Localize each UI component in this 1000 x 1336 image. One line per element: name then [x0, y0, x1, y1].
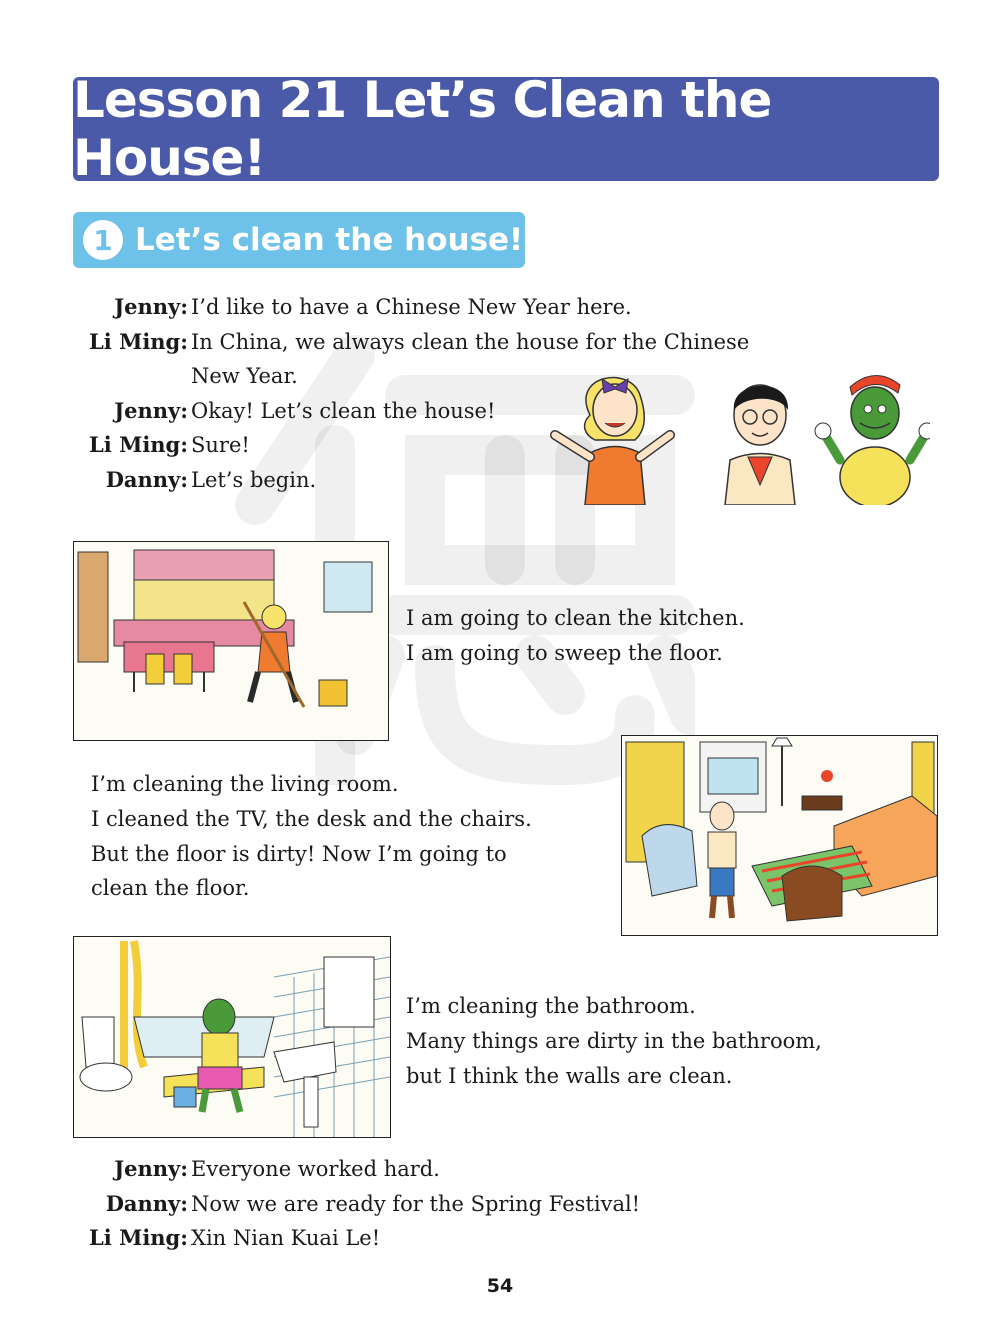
lesson-title: Lesson 21 Let’s Clean the House!	[73, 71, 772, 187]
section-title: Let’s clean the house!	[135, 222, 524, 258]
closing-dialogue	[73, 1152, 640, 1256]
dialogue-text: Xin Nian Kuai Le!	[191, 1226, 381, 1251]
dialogue-text: I’d like to have a Chinese New Year here.	[191, 295, 632, 319]
text-line: Many things are dirty in the bathroom,	[406, 1028, 822, 1053]
kitchen-picture	[73, 541, 389, 741]
section-heading	[73, 212, 525, 268]
dialogue-line	[73, 1221, 640, 1256]
speaker-name: Danny:	[105, 466, 188, 492]
dialogue-text: Let’s begin.	[191, 467, 317, 492]
text-line: I cleaned the TV, the desk and the chairs.	[91, 806, 532, 831]
dialogue-text: Okay! Let’s clean the house!	[191, 398, 496, 423]
characters-illustration	[540, 365, 930, 505]
text-line: But the floor is dirty! Now I’m going to	[91, 841, 507, 866]
speaker-name: Li Ming:	[89, 328, 188, 354]
dialogue-line	[73, 1152, 640, 1187]
text-line: clean the floor.	[91, 876, 250, 901]
dialogue-text: Now we are ready for the Spring Festival!	[191, 1191, 641, 1216]
kitchen-text	[406, 601, 745, 671]
page-number: 54	[486, 1275, 514, 1297]
bathroom-picture	[73, 936, 391, 1138]
dialogue-continuation: New Year.	[191, 364, 298, 389]
jenny-figure	[555, 378, 670, 505]
text-line: but I think the walls are clean.	[406, 1063, 733, 1088]
living-room-picture	[621, 735, 938, 936]
lesson-title-bar	[73, 71, 939, 187]
text-line: I am going to clean the kitchen.	[406, 606, 745, 630]
dialogue-text: Sure!	[191, 433, 250, 458]
dialogue-text: In China, we always clean the house for the Chinese	[191, 329, 750, 354]
dialogue-line	[73, 325, 749, 360]
text-line: I’m cleaning the bathroom.	[406, 994, 696, 1018]
bathroom-text	[406, 989, 822, 1093]
dialogue-line	[73, 290, 749, 325]
speaker-name: Jenny:	[114, 1156, 188, 1181]
speaker-name: Li Ming:	[89, 1225, 188, 1251]
danny-figure	[815, 375, 930, 505]
dialogue-text: Everyone worked hard.	[191, 1157, 440, 1181]
speaker-name: Jenny:	[114, 397, 188, 423]
dialogue-line	[73, 1187, 640, 1222]
section-number: 1	[83, 220, 123, 260]
speaker-name: Danny:	[105, 1190, 188, 1216]
li-ming-figure	[725, 385, 795, 505]
text-line: I am going to sweep the floor.	[406, 640, 723, 665]
living-room-text	[91, 767, 532, 906]
speaker-name: Jenny:	[114, 294, 188, 319]
text-line: I’m cleaning the living room.	[91, 772, 399, 796]
speaker-name: Li Ming:	[89, 432, 188, 458]
